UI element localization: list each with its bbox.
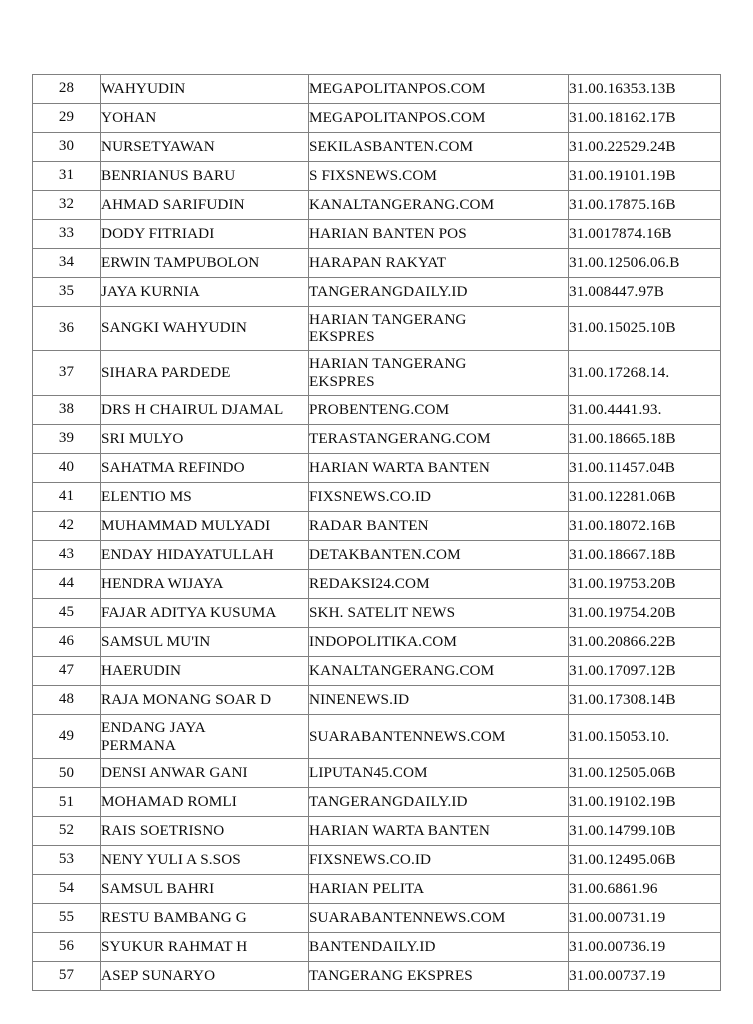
cell-name: AHMAD SARIFUDIN xyxy=(101,190,309,219)
cell-id: 31.00.6861.96 xyxy=(569,875,721,904)
cell-id: 31.00.19101.19B xyxy=(569,161,721,190)
table-body xyxy=(33,75,721,991)
cell-id: 31.00.17875.16B xyxy=(569,190,721,219)
cell-media: S FIXSNEWS.COM xyxy=(309,161,569,190)
cell-id: 31.00.00731.19 xyxy=(569,904,721,933)
cell-media: MEGAPOLITANPOS.COM xyxy=(309,103,569,132)
cell-media: NINENEWS.ID xyxy=(309,685,569,714)
cell-name: ERWIN TAMPUBOLON xyxy=(101,248,309,277)
cell-name: YOHAN xyxy=(101,103,309,132)
cell-number: 55 xyxy=(33,904,101,933)
cell-name: HAERUDIN xyxy=(101,656,309,685)
cell-number: 52 xyxy=(33,817,101,846)
cell-number: 45 xyxy=(33,598,101,627)
table-row xyxy=(33,788,721,817)
cell-media: MEGAPOLITANPOS.COM xyxy=(309,75,569,104)
cell-id: 31.00.12495.06B xyxy=(569,846,721,875)
cell-id: 31.00.12281.06B xyxy=(569,483,721,512)
cell-media: TANGERANGDAILY.ID xyxy=(309,277,569,306)
cell-number: 49 xyxy=(33,714,101,759)
cell-media: HARIAN WARTA BANTEN xyxy=(309,817,569,846)
table-row xyxy=(33,714,721,759)
cell-name: NURSETYAWAN xyxy=(101,132,309,161)
cell-media-line: HARIAN TANGERANG xyxy=(309,310,467,328)
cell-id: 31.00.14799.10B xyxy=(569,817,721,846)
table-row xyxy=(33,425,721,454)
cell-number: 50 xyxy=(33,759,101,788)
table-row xyxy=(33,875,721,904)
cell-media xyxy=(309,306,569,351)
cell-name: WAHYUDIN xyxy=(101,75,309,104)
cell-id: 31.00.18665.18B xyxy=(569,425,721,454)
cell-name: JAYA KURNIA xyxy=(101,277,309,306)
cell-name: RAIS SOETRISNO xyxy=(101,817,309,846)
cell-number: 46 xyxy=(33,627,101,656)
cell-media: HARAPAN RAKYAT xyxy=(309,248,569,277)
table-row xyxy=(33,962,721,991)
cell-number: 43 xyxy=(33,540,101,569)
cell-media: BANTENDAILY.ID xyxy=(309,933,569,962)
cell-id: 31.00.22529.24B xyxy=(569,132,721,161)
cell-number: 29 xyxy=(33,103,101,132)
cell-id: 31.00.17308.14B xyxy=(569,685,721,714)
table-container xyxy=(32,74,720,991)
cell-number: 35 xyxy=(33,277,101,306)
cell-id: 31.00.00737.19 xyxy=(569,962,721,991)
cell-name: MUHAMMAD MULYADI xyxy=(101,512,309,541)
cell-number: 33 xyxy=(33,219,101,248)
cell-media: TANGERANG EKSPRES xyxy=(309,962,569,991)
cell-id: 31.00.12506.06.B xyxy=(569,248,721,277)
cell-media: KANALTANGERANG.COM xyxy=(309,656,569,685)
cell-number: 30 xyxy=(33,132,101,161)
cell-media: HARIAN WARTA BANTEN xyxy=(309,454,569,483)
table-row xyxy=(33,656,721,685)
table-row xyxy=(33,759,721,788)
cell-name: DRS H CHAIRUL DJAMAL xyxy=(101,396,309,425)
cell-id: 31.00.16353.13B xyxy=(569,75,721,104)
cell-id: 31.00.4441.93. xyxy=(569,396,721,425)
cell-name: ASEP SUNARYO xyxy=(101,962,309,991)
cell-media: FIXSNEWS.CO.ID xyxy=(309,483,569,512)
cell-media: HARIAN BANTEN POS xyxy=(309,219,569,248)
table-row xyxy=(33,396,721,425)
cell-name: SRI MULYO xyxy=(101,425,309,454)
cell-name: RESTU BAMBANG G xyxy=(101,904,309,933)
table-row xyxy=(33,817,721,846)
cell-name: SAMSUL MU'IN xyxy=(101,627,309,656)
cell-name: SAHATMA REFINDO xyxy=(101,454,309,483)
cell-name: ELENTIO MS xyxy=(101,483,309,512)
table-row xyxy=(33,161,721,190)
cell-id: 31.00.19753.20B xyxy=(569,569,721,598)
cell-name: DODY FITRIADI xyxy=(101,219,309,248)
cell-name: SIHARA PARDEDE xyxy=(101,351,309,396)
cell-media: PROBENTENG.COM xyxy=(309,396,569,425)
cell-number: 48 xyxy=(33,685,101,714)
table-row xyxy=(33,103,721,132)
cell-number: 31 xyxy=(33,161,101,190)
table-row xyxy=(33,454,721,483)
cell-number: 28 xyxy=(33,75,101,104)
cell-number: 51 xyxy=(33,788,101,817)
cell-media: HARIAN PELITA xyxy=(309,875,569,904)
table-row xyxy=(33,627,721,656)
table-row xyxy=(33,685,721,714)
cell-name: BENRIANUS BARU xyxy=(101,161,309,190)
cell-number: 39 xyxy=(33,425,101,454)
cell-media: DETAKBANTEN.COM xyxy=(309,540,569,569)
cell-name: FAJAR ADITYA KUSUMA xyxy=(101,598,309,627)
cell-id: 31.00.15025.10B xyxy=(569,306,721,351)
cell-id: 31.00.00736.19 xyxy=(569,933,721,962)
cell-media-line: HARIAN TANGERANG xyxy=(309,355,467,373)
cell-id: 31.00.18162.17B xyxy=(569,103,721,132)
cell-id: 31.00.19102.19B xyxy=(569,788,721,817)
cell-number: 53 xyxy=(33,846,101,875)
table-row xyxy=(33,540,721,569)
cell-media xyxy=(309,351,569,396)
table-row xyxy=(33,75,721,104)
cell-name: ENDAY HIDAYATULLAH xyxy=(101,540,309,569)
cell-id: 31.00.17268.14. xyxy=(569,351,721,396)
table-row xyxy=(33,248,721,277)
cell-media: SEKILASBANTEN.COM xyxy=(309,132,569,161)
table-row xyxy=(33,219,721,248)
cell-number: 36 xyxy=(33,306,101,351)
cell-id: 31.00.18072.16B xyxy=(569,512,721,541)
cell-name-line: ENDANG JAYA xyxy=(101,718,206,736)
registry-table xyxy=(32,74,721,991)
cell-number: 56 xyxy=(33,933,101,962)
cell-number: 47 xyxy=(33,656,101,685)
cell-number: 44 xyxy=(33,569,101,598)
cell-name: DENSI ANWAR GANI xyxy=(101,759,309,788)
cell-id: 31.00.20866.22B xyxy=(569,627,721,656)
cell-number: 34 xyxy=(33,248,101,277)
cell-media: SUARABANTENNEWS.COM xyxy=(309,904,569,933)
cell-media: INDOPOLITIKA.COM xyxy=(309,627,569,656)
table-row xyxy=(33,190,721,219)
table-row xyxy=(33,132,721,161)
table-row xyxy=(33,933,721,962)
cell-id: 31.00.12505.06B xyxy=(569,759,721,788)
table-row xyxy=(33,277,721,306)
cell-number: 41 xyxy=(33,483,101,512)
cell-name: RAJA MONANG SOAR D xyxy=(101,685,309,714)
table-row xyxy=(33,846,721,875)
table-row xyxy=(33,569,721,598)
cell-number: 38 xyxy=(33,396,101,425)
table-row xyxy=(33,512,721,541)
cell-name xyxy=(101,714,309,759)
cell-id: 31.00.11457.04B xyxy=(569,454,721,483)
cell-name-line: PERMANA xyxy=(101,736,176,754)
cell-name: MOHAMAD ROMLI xyxy=(101,788,309,817)
cell-media: TANGERANGDAILY.ID xyxy=(309,788,569,817)
table-row xyxy=(33,598,721,627)
cell-media: FIXSNEWS.CO.ID xyxy=(309,846,569,875)
cell-name: SANGKI WAHYUDIN xyxy=(101,306,309,351)
table-row xyxy=(33,351,721,396)
cell-media: LIPUTAN45.COM xyxy=(309,759,569,788)
cell-media: REDAKSI24.COM xyxy=(309,569,569,598)
cell-id: 31.00.15053.10. xyxy=(569,714,721,759)
cell-name: NENY YULI A S.SOS xyxy=(101,846,309,875)
cell-media: TERASTANGERANG.COM xyxy=(309,425,569,454)
cell-media: SKH. SATELIT NEWS xyxy=(309,598,569,627)
cell-id: 31.008447.97B xyxy=(569,277,721,306)
cell-id: 31.00.19754.20B xyxy=(569,598,721,627)
table-row xyxy=(33,483,721,512)
table-row xyxy=(33,904,721,933)
cell-number: 40 xyxy=(33,454,101,483)
cell-media-line: EKSPRES xyxy=(309,373,375,391)
cell-number: 57 xyxy=(33,962,101,991)
cell-id: 31.00.18667.18B xyxy=(569,540,721,569)
cell-number: 54 xyxy=(33,875,101,904)
cell-media: SUARABANTENNEWS.COM xyxy=(309,714,569,759)
table-row xyxy=(33,306,721,351)
cell-name: HENDRA WIJAYA xyxy=(101,569,309,598)
cell-number: 37 xyxy=(33,351,101,396)
cell-media: RADAR BANTEN xyxy=(309,512,569,541)
cell-id: 31.0017874.16B xyxy=(569,219,721,248)
cell-id: 31.00.17097.12B xyxy=(569,656,721,685)
cell-media: KANALTANGERANG.COM xyxy=(309,190,569,219)
cell-name: SYUKUR RAHMAT H xyxy=(101,933,309,962)
cell-number: 32 xyxy=(33,190,101,219)
cell-media-line: EKSPRES xyxy=(309,328,375,346)
cell-number: 42 xyxy=(33,512,101,541)
cell-name: SAMSUL BAHRI xyxy=(101,875,309,904)
